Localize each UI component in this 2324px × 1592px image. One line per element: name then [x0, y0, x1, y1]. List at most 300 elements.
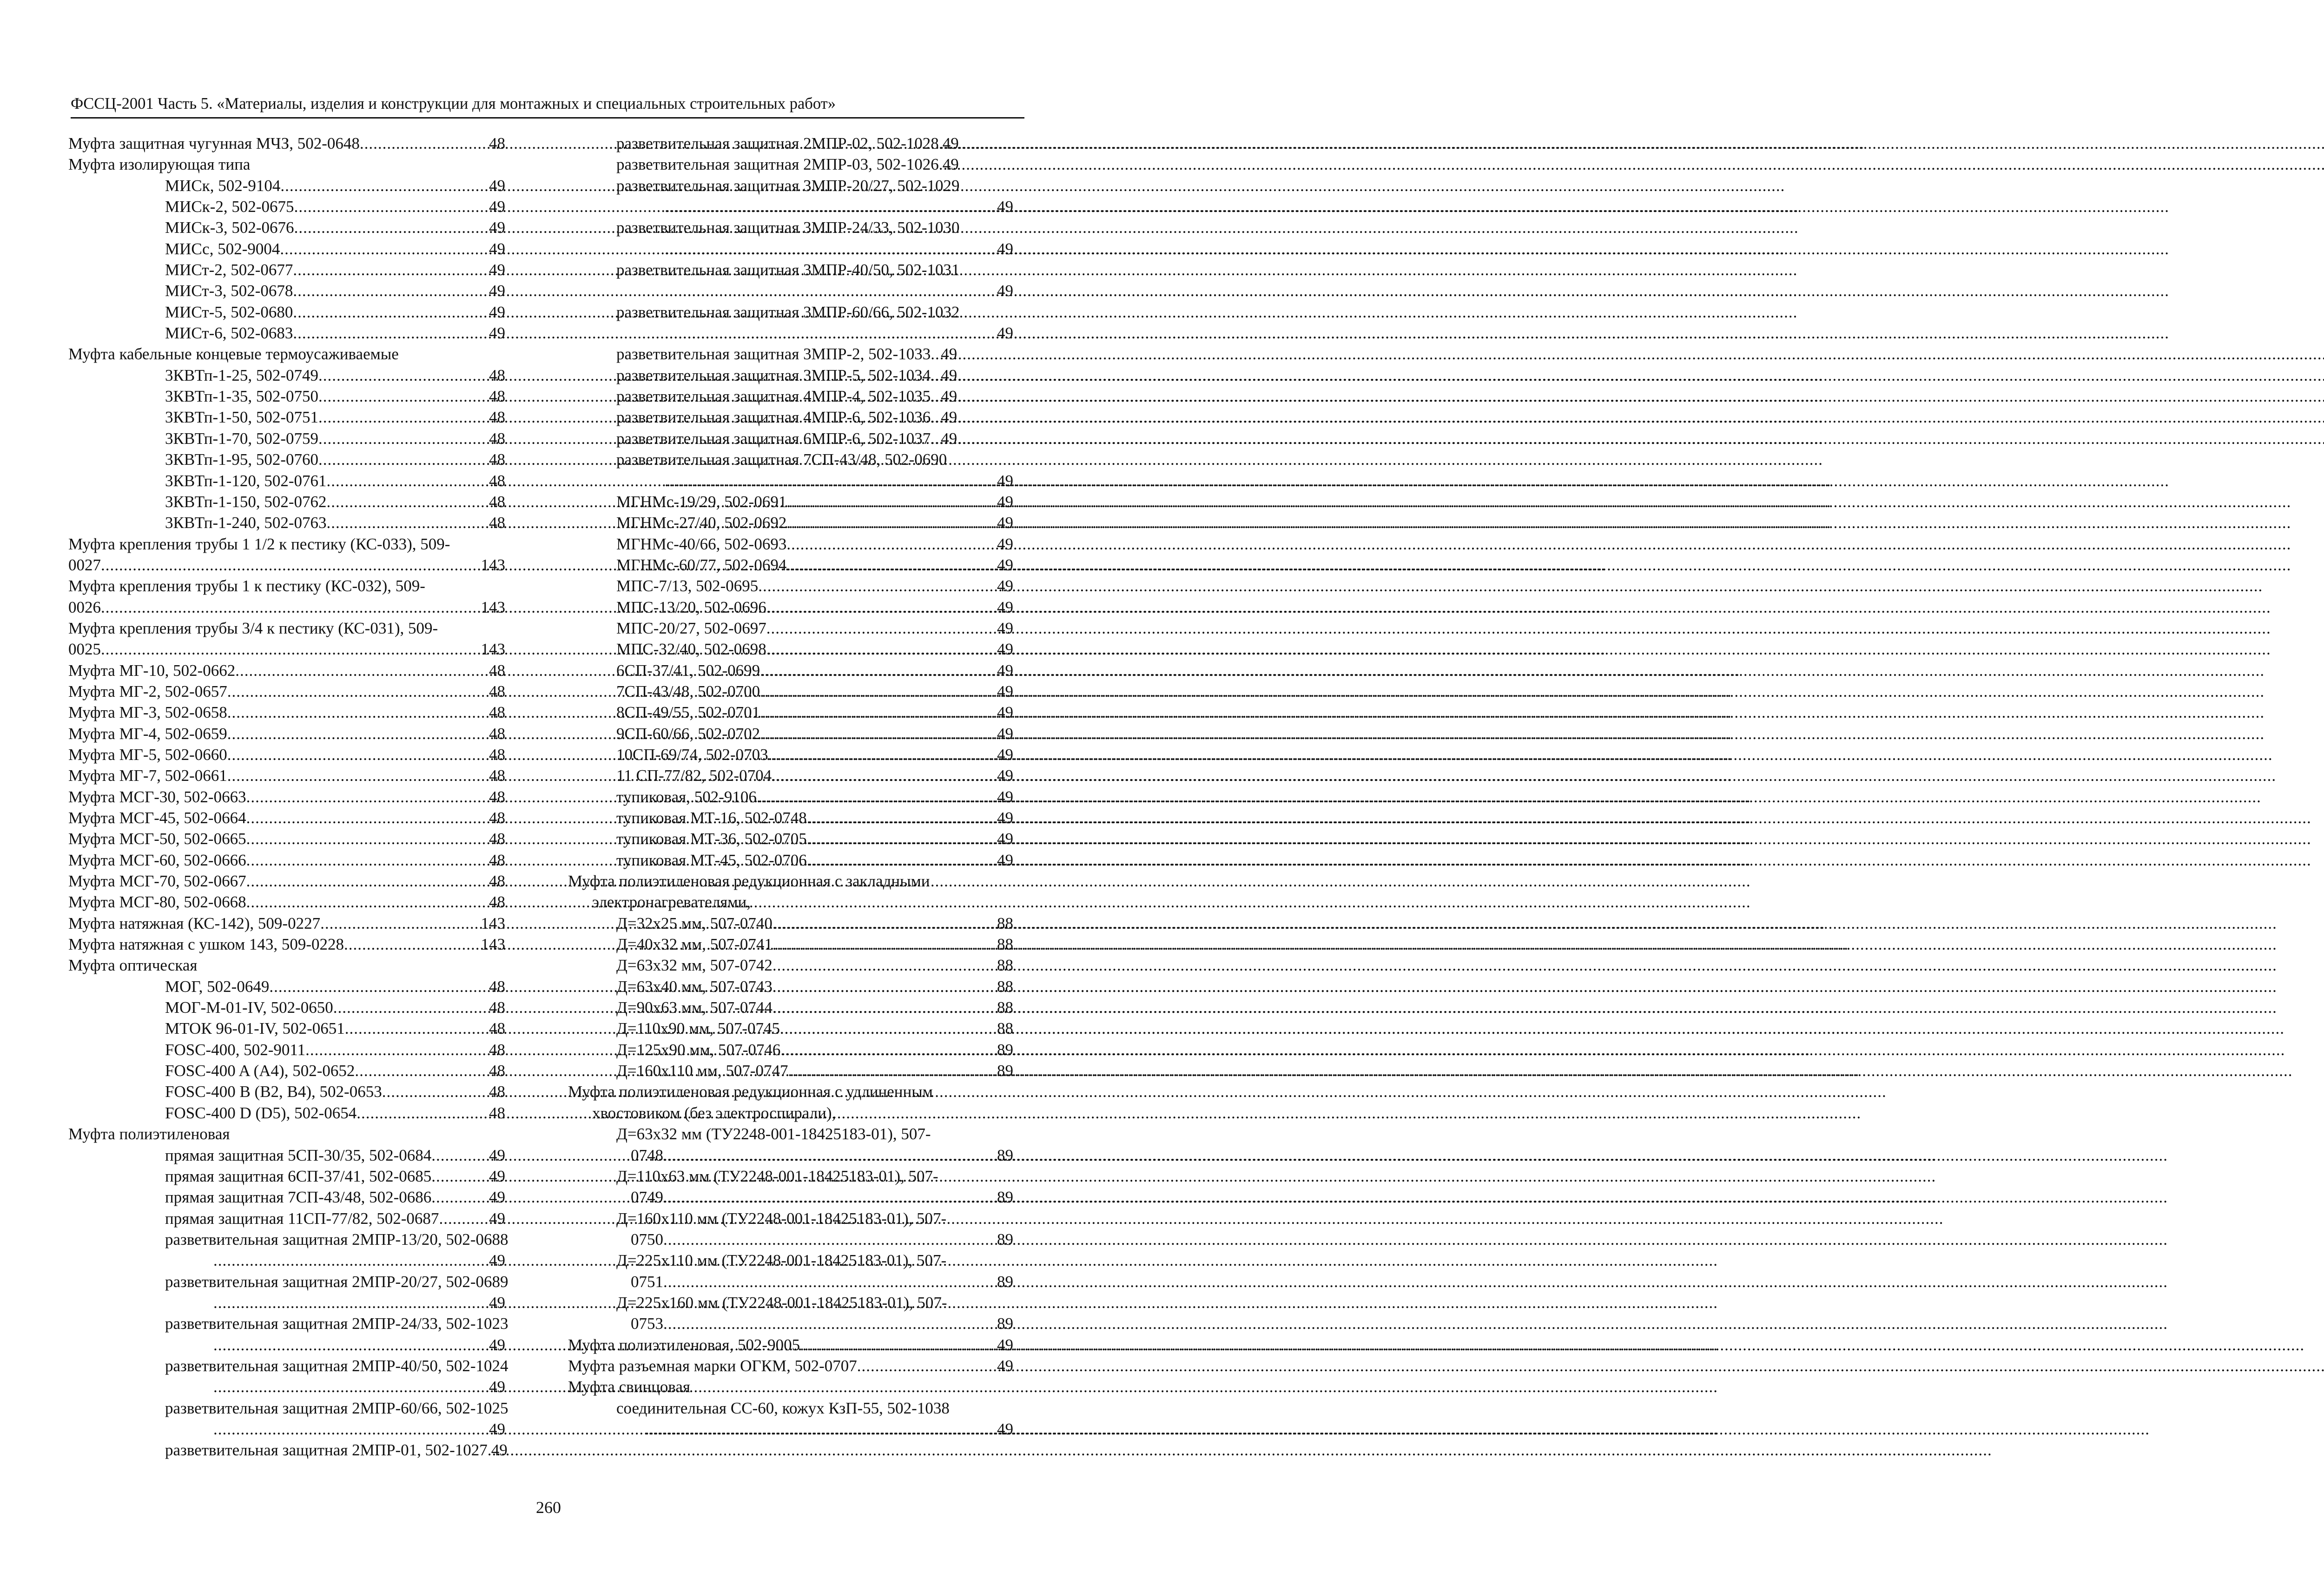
- index-column-right: [568, 133, 1013, 1440]
- entry-page-number: 49: [997, 492, 1013, 511]
- index-entry: [568, 1208, 1013, 1229]
- index-entry: [568, 702, 1013, 723]
- entry-page-number: 48: [489, 471, 505, 490]
- entry-text: Д=63х32 мм, 507-0742: [616, 956, 772, 975]
- index-entry: [568, 323, 1013, 344]
- entry-text: МИСк-2, 502-0675: [165, 198, 294, 216]
- entry-page-number: 48: [489, 514, 505, 532]
- entry-text: Муфта кабельные концевые термоусаживаемые: [68, 345, 399, 363]
- index-entry: [68, 1081, 505, 1102]
- entry-page-number: 49: [942, 134, 959, 152]
- index-entry: [68, 828, 505, 849]
- index-entry: [568, 575, 1013, 596]
- entry-text: МПС-7/13, 502-0695: [616, 577, 759, 595]
- entry-text: прямая защитная 6СП-37/41, 502-0685: [165, 1167, 432, 1185]
- index-entry: [568, 1355, 1013, 1376]
- dot-leader: [318, 449, 489, 470]
- index-entry: [68, 491, 505, 512]
- entry-text: разветвительная защитная 3МПР-40/50, 502-1031: [616, 261, 960, 279]
- dot-leader: [213, 1419, 489, 1440]
- entry-page-number: 48: [489, 492, 505, 511]
- dot-leader: [227, 702, 489, 723]
- entry-page-number: 49: [997, 555, 1013, 574]
- dot-leader: [786, 555, 997, 575]
- dot-leader: [246, 828, 489, 849]
- entry-page-number: 48: [489, 787, 505, 806]
- entry-page-number: 143: [481, 555, 505, 574]
- index-entry: [568, 470, 1013, 491]
- dot-leader: [768, 744, 997, 765]
- index-entry: [68, 1060, 505, 1081]
- index-entry: [568, 1123, 1013, 1144]
- dot-leader: [227, 765, 489, 786]
- entry-page-number: 49: [489, 218, 505, 237]
- page-header: ФССЦ-2001 Часть 5. «Материалы, изделия и конструкции для монтажных и специальных строительных работ»: [71, 95, 836, 112]
- entry-text: Д=160х110 мм (ТУ2248-001-18425183-01), 507-: [616, 1209, 947, 1228]
- index-entry: [568, 871, 1013, 892]
- index-entry: [68, 597, 505, 618]
- index-entry: [568, 217, 1013, 238]
- index-entry: [68, 1334, 505, 1355]
- entry-page-number: 49: [489, 1167, 505, 1185]
- index-entry: [568, 1419, 1013, 1440]
- entry-page-number: 48: [489, 387, 505, 406]
- entry-page-number: 48: [489, 134, 505, 152]
- entry-text: разветвительная защитная 2МПР-24/33, 502-1023: [165, 1315, 508, 1333]
- index-entry: [568, 449, 1013, 470]
- entry-text: 3КВТп-1-120, 502-0761: [165, 471, 327, 490]
- entry-text: 3КВТп-1-240, 502-0763: [165, 514, 327, 532]
- index-entry: [68, 323, 505, 344]
- entry-text: разветвительная защитная 6МПР-6, 502-1037: [616, 429, 931, 448]
- entry-text: разветвительная защитная 3МПР-60/66, 502-1032: [616, 303, 960, 321]
- entry-text: Муфта МГ-4, 502-0659: [68, 724, 227, 743]
- entry-text: FOSC-400 A (A4), 502-0652: [165, 1062, 355, 1080]
- entry-text: разветвительная защитная 3МПР-5, 502-1034: [616, 366, 931, 384]
- dot-leader: [665, 470, 997, 491]
- index-entry: [568, 1166, 1013, 1187]
- dot-leader: [931, 407, 941, 428]
- entry-page-number: 49: [997, 198, 1013, 216]
- index-entry: [68, 386, 505, 407]
- index-entry: [568, 386, 1013, 407]
- entry-page-number: 49: [997, 282, 1013, 300]
- entry-page-number: 48: [489, 745, 505, 764]
- entry-text: МГНМс-19/29, 502-0691: [616, 492, 787, 511]
- entry-page-number: 48: [489, 724, 505, 743]
- dot-leader: [439, 1208, 489, 1229]
- dot-leader: [101, 555, 481, 575]
- index-entry: [568, 597, 1013, 618]
- entry-text: МГНМс-60/77, 502-0694: [616, 555, 787, 574]
- dot-leader: [227, 723, 489, 744]
- index-entry: [568, 344, 1013, 364]
- entry-page-number: 49: [489, 1146, 505, 1164]
- index-entry: [568, 1018, 1013, 1039]
- entry-page-number: 49: [997, 724, 1013, 743]
- entry-page-number: 49: [941, 366, 957, 384]
- dot-leader: [293, 302, 489, 323]
- index-entry: [568, 618, 1013, 639]
- entry-text: электронагревателями,: [592, 893, 751, 912]
- entry-text: Муфта натяжная с ушком 143, 509-0228: [68, 935, 344, 954]
- dot-leader: [431, 1187, 489, 1208]
- index-entry: [68, 133, 505, 154]
- dot-leader: [807, 807, 997, 828]
- entry-text: Муфта МСГ-45, 502-0664: [68, 809, 246, 827]
- index-entry: [568, 1313, 1013, 1334]
- index-entry: [68, 765, 505, 786]
- index-entry: [568, 681, 1013, 702]
- entry-text: 9СП-60/66, 502-0702: [616, 724, 760, 743]
- dot-leader: [772, 934, 997, 955]
- index-entry: [68, 575, 505, 596]
- entry-page-number: 49: [489, 1420, 505, 1438]
- index-entry: [68, 934, 505, 955]
- index-entry: [568, 196, 1013, 217]
- index-entry: [568, 1229, 1013, 1250]
- dot-leader: [227, 681, 489, 702]
- index-entry: [68, 850, 505, 871]
- entry-text: МГНМс-40/66, 502-0693: [616, 535, 787, 553]
- dot-leader: [665, 280, 997, 301]
- dot-leader: [931, 365, 941, 386]
- index-entry: [68, 892, 505, 912]
- index-entry: [68, 1103, 505, 1123]
- dot-leader: [213, 1334, 489, 1355]
- dot-leader: [101, 639, 481, 660]
- entry-text: тупиковая МТ-16, 502-0748: [616, 809, 807, 827]
- entry-page-number: 49: [997, 514, 1013, 532]
- index-entry: [568, 786, 1013, 807]
- index-entry: [68, 407, 505, 428]
- index-entry: [68, 512, 505, 533]
- entry-text: Д=110х90 мм, 507-0745: [616, 1019, 780, 1038]
- entry-page-number: 49: [489, 1188, 505, 1207]
- dot-leader: [665, 323, 997, 344]
- entry-page-number: 89: [997, 1230, 1013, 1248]
- dot-leader: [246, 871, 489, 892]
- dot-leader: [760, 702, 997, 723]
- entry-text: тупиковая МТ-45, 502-0706: [616, 851, 807, 869]
- dot-leader: [333, 997, 489, 1018]
- index-entry: [68, 1398, 508, 1419]
- entry-text: разветвительная защитная 3МПР-20/27, 502-1029: [616, 176, 960, 195]
- index-entry: [568, 913, 1013, 934]
- dot-leader: [807, 850, 997, 871]
- index-entry: [568, 1271, 1013, 1292]
- entry-page-number: 49: [489, 1335, 505, 1354]
- entry-text: МИСт-3, 502-0678: [165, 282, 293, 300]
- dot-leader: [772, 997, 997, 1018]
- index-entry: [568, 723, 1013, 744]
- entry-text: 3КВТп-1-70, 502-0759: [165, 429, 318, 448]
- entry-page-number: 143: [481, 640, 505, 659]
- entry-text: тупиковая МТ-36, 502-0705: [616, 830, 807, 848]
- entry-text: Муфта МГ-3, 502-0658: [68, 703, 227, 722]
- dot-leader: [326, 470, 489, 491]
- dot-leader: [786, 491, 997, 512]
- index-entry: [568, 491, 1013, 512]
- index-entry: [68, 681, 505, 702]
- entry-text: 0749: [631, 1188, 663, 1207]
- entry-page-number: 143: [481, 935, 505, 954]
- dot-leader: [294, 217, 489, 238]
- entry-text: 0753: [631, 1315, 663, 1333]
- dot-leader: [939, 133, 943, 154]
- entry-text: Муфта оптическая: [68, 956, 198, 975]
- dot-leader: [760, 660, 997, 681]
- entry-text: разветвительная защитная 2МПР-03, 502-1026: [616, 155, 939, 174]
- entry-text: МПС-20/27, 502-0697: [616, 619, 766, 637]
- index-entry: [68, 744, 505, 765]
- entry-page-number: 48: [489, 450, 505, 469]
- entry-page-number: 48: [489, 872, 505, 891]
- index-entry: [568, 259, 1013, 280]
- entry-page-number: 48: [489, 766, 505, 785]
- dot-leader: [227, 744, 489, 765]
- entry-text: Муфта полиэтиленовая редукционная с закладными: [568, 872, 930, 891]
- index-entry: [68, 1039, 505, 1060]
- index-entry: [568, 934, 1013, 955]
- entry-page-number: 49: [997, 239, 1013, 258]
- entry-page-number: 49: [489, 324, 505, 343]
- index-entry: [68, 1376, 505, 1397]
- dot-leader: [213, 1376, 489, 1397]
- index-entry: [568, 1292, 1013, 1313]
- index-entry: [68, 1018, 505, 1039]
- dot-leader: [488, 1440, 491, 1460]
- index-entry: [568, 512, 1013, 533]
- index-entry: [68, 639, 505, 660]
- dot-leader: [772, 955, 997, 976]
- entry-page-number: 49: [489, 239, 505, 258]
- dot-leader: [246, 850, 489, 871]
- entry-page-number: 48: [489, 703, 505, 722]
- entry-page-number: 48: [489, 366, 505, 384]
- index-entry: [568, 1187, 1013, 1208]
- dot-leader: [345, 1018, 489, 1039]
- entry-text: Муфта разъемная марки ОГКМ, 502-0707: [568, 1356, 857, 1375]
- dot-leader: [665, 196, 997, 217]
- entry-text: FOSC-400 D (D5), 502-0654: [165, 1103, 357, 1122]
- index-entry: [568, 407, 1013, 428]
- entry-text: МИСт-2, 502-0677: [165, 261, 293, 279]
- index-entry: [68, 428, 505, 449]
- index-entry: [568, 1334, 1013, 1355]
- entry-page-number: 88: [997, 914, 1013, 932]
- entry-page-number: 143: [481, 914, 505, 932]
- index-entry: [68, 280, 505, 301]
- dot-leader: [293, 280, 489, 301]
- entry-text: разветвительная защитная 4МПР-4, 502-1035: [616, 387, 931, 406]
- index-entry: [68, 1187, 505, 1208]
- index-entry: [68, 302, 505, 323]
- entry-page-number: 49: [489, 198, 505, 216]
- index-entry: [68, 449, 505, 470]
- index-entry: [68, 344, 505, 364]
- entry-text: прямая защитная 7СП-43/48, 502-0686: [165, 1188, 432, 1207]
- entry-text: 0751: [631, 1272, 663, 1291]
- index-entry: [568, 807, 1013, 828]
- dot-leader: [318, 365, 489, 386]
- index-column-left: [68, 133, 508, 1461]
- entry-text: прямая защитная 5СП-30/35, 502-0684: [165, 1146, 432, 1164]
- dot-leader: [665, 238, 997, 259]
- dot-leader: [663, 1187, 997, 1208]
- index-entry: [68, 1419, 505, 1440]
- entry-page-number: 49: [489, 176, 505, 195]
- entry-page-number: 48: [489, 851, 505, 869]
- index-entry: [68, 913, 505, 934]
- entry-page-number: 49: [489, 1293, 505, 1312]
- dot-leader: [780, 1039, 997, 1060]
- entry-page-number: 89: [997, 1272, 1013, 1291]
- index-entry: [568, 1060, 1013, 1081]
- entry-page-number: 49: [489, 1251, 505, 1270]
- entry-page-number: 48: [489, 893, 505, 912]
- entry-page-number: 89: [997, 1040, 1013, 1059]
- entry-page-number: 48: [489, 809, 505, 827]
- entry-text: Муфта МСГ-60, 502-0666: [68, 851, 246, 869]
- index-entry: [68, 723, 505, 744]
- entry-page-number: 143: [481, 598, 505, 616]
- entry-page-number: 88: [997, 977, 1013, 996]
- dot-leader: [305, 1039, 489, 1060]
- dot-leader: [760, 723, 997, 744]
- entry-text: МОГ, 502-0649: [165, 977, 270, 996]
- entry-page-number: 89: [997, 1146, 1013, 1164]
- entry-text: Д=125х90 мм, 507-0746: [616, 1040, 781, 1059]
- index-entry: [568, 955, 1013, 976]
- header-rule: [71, 117, 1024, 119]
- dot-leader: [246, 807, 489, 828]
- index-entry: [568, 828, 1013, 849]
- index-entry: [68, 238, 505, 259]
- dot-leader: [318, 428, 489, 449]
- entry-page-number: 48: [489, 977, 505, 996]
- dot-leader: [931, 386, 941, 407]
- entry-page-number: 49: [942, 155, 959, 174]
- index-entry: [68, 660, 505, 681]
- dot-leader: [939, 154, 943, 175]
- index-entry: [568, 175, 1013, 196]
- entry-page-number: 48: [489, 682, 505, 700]
- dot-leader: [318, 386, 489, 407]
- dot-leader: [320, 913, 481, 934]
- dot-leader: [246, 786, 489, 807]
- index-entry: [68, 217, 505, 238]
- entry-page-number: 48: [489, 1040, 505, 1059]
- dot-leader: [326, 491, 489, 512]
- entry-text: Муфта защитная чугунная МЧЗ, 502-0648: [68, 134, 360, 152]
- dot-leader: [344, 934, 481, 955]
- entry-text: Муфта МСГ-70, 502-0667: [68, 872, 246, 891]
- entry-page-number: 48: [489, 408, 505, 427]
- dot-leader: [780, 1018, 997, 1039]
- dot-leader: [294, 196, 489, 217]
- entry-page-number: 48: [489, 1083, 505, 1101]
- entry-page-number: 88: [997, 956, 1013, 975]
- dot-leader: [280, 238, 489, 259]
- index-entry: [568, 1039, 1013, 1060]
- index-entry: [68, 1145, 505, 1166]
- index-entry: [68, 1440, 508, 1460]
- entry-text: Муфта полиэтиленовая: [68, 1125, 230, 1143]
- entry-text: 0748: [631, 1146, 663, 1164]
- dot-leader: [663, 1229, 997, 1250]
- entry-page-number: 49: [941, 345, 957, 363]
- entry-page-number: 49: [941, 429, 957, 448]
- entry-page-number: 49: [489, 282, 505, 300]
- dot-leader: [760, 681, 997, 702]
- index-entry: [68, 618, 505, 639]
- entry-page-number: 48: [489, 1062, 505, 1080]
- index-entry: [68, 1313, 508, 1334]
- index-entry: [68, 470, 505, 491]
- entry-text: разветвительная защитная 3МПР-24/33, 502-1030: [616, 218, 960, 237]
- entry-page-number: 48: [489, 429, 505, 448]
- dot-leader: [293, 323, 489, 344]
- entry-page-number: 48: [489, 1103, 505, 1122]
- entry-text: Муфта свинцовая: [568, 1378, 691, 1396]
- entry-page-number: 49: [997, 324, 1013, 343]
- entry-text: Д=63х40 мм, 507-0743: [616, 977, 772, 996]
- index-entry: [68, 976, 505, 997]
- entry-page-number: 49: [997, 471, 1013, 490]
- index-entry: [68, 1229, 508, 1250]
- entry-text: МИСт-6, 502-0683: [165, 324, 293, 343]
- index-entry: [568, 428, 1013, 449]
- index-entry: [68, 1208, 505, 1229]
- entry-text: разветвительная защитная 4МПР-6, 502-1036: [616, 408, 931, 427]
- entry-page-number: 49: [997, 577, 1013, 595]
- entry-text: Муфта натяжная (КС-142), 509-0227: [68, 914, 321, 932]
- entry-page-number: 49: [997, 1335, 1013, 1354]
- dot-leader: [800, 1334, 997, 1355]
- dot-leader: [431, 1145, 489, 1166]
- index-entry: [68, 955, 505, 976]
- entry-text: 10СП-69/74, 502-0703: [616, 745, 768, 764]
- index-entry: [68, 259, 505, 280]
- entry-text: МПС-13/20, 502-0696: [616, 598, 766, 616]
- entry-text: соединительная СС-60, кожух КзП-55, 502-1038: [616, 1399, 950, 1417]
- index-entry: [568, 280, 1013, 301]
- dot-leader: [931, 428, 941, 449]
- dot-leader: [772, 976, 997, 997]
- dot-leader: [101, 597, 481, 618]
- dot-leader: [235, 660, 489, 681]
- index-entry: [68, 1271, 508, 1292]
- entry-text: хвостовиком (без электроспирали),: [592, 1103, 836, 1122]
- index-entry: [568, 976, 1013, 997]
- entry-page-number: 49: [941, 408, 957, 427]
- entry-text: 0027: [68, 555, 101, 574]
- index-entry: [568, 133, 1013, 154]
- dot-leader: [293, 259, 489, 280]
- entry-page-number: 48: [489, 661, 505, 680]
- entry-text: Муфта МГ-5, 502-0660: [68, 745, 227, 764]
- index-entry: [68, 702, 505, 723]
- index-entry: [68, 1123, 505, 1144]
- dot-leader: [246, 892, 489, 912]
- dot-leader: [766, 618, 997, 639]
- entry-page-number: 49: [997, 787, 1013, 806]
- entry-page-number: 49: [997, 1420, 1013, 1438]
- dot-leader: [757, 786, 997, 807]
- entry-page-number: 49: [997, 640, 1013, 659]
- index-entry: [568, 365, 1013, 386]
